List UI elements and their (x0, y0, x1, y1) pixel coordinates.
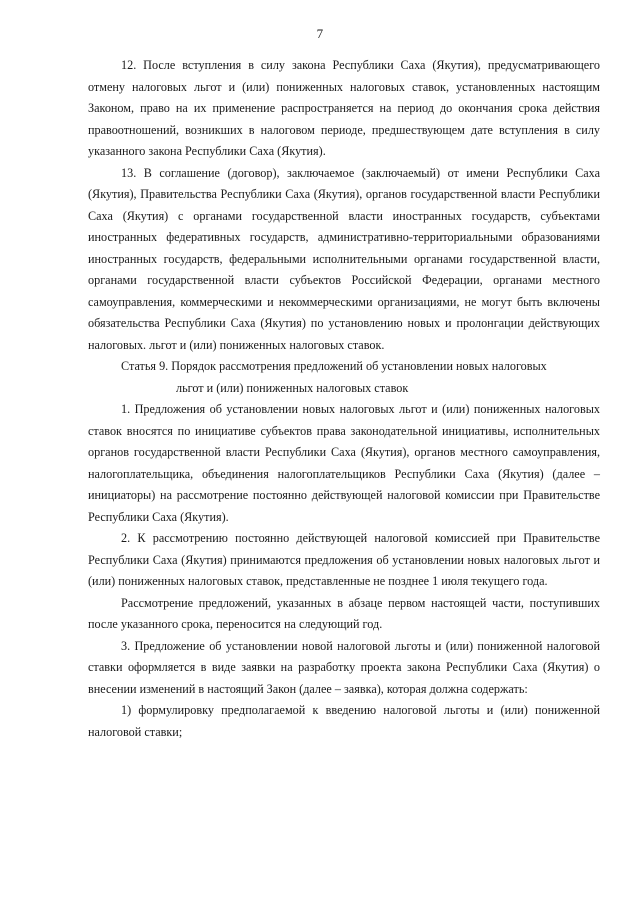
paragraph-9-1: 1. Предложения об установлении новых налоговых льгот и (или) пониженных налоговых ставок вносятся по инициативе субъектов права законодательной инициативы, исполнительных органов государственной власти Республики Саха (Якутия), органов местного самоуправления, налогоплательщика, объединения налогоплательщиков Республики Саха (Якутия) (далее – инициаторы) на рассмотрение постоянно действующей налоговой комиссии при Правительстве Республики Саха (Якутия). (88, 402, 600, 524)
article-title-line-2: льгот и (или) пониженных налоговых ставок (176, 380, 409, 395)
paragraph-9-3: 3. Предложение об установлении новой налоговой льготы и (или) пониженной налоговой ставки оформляется в виде заявки на разработку проекта закона Республики Саха (Якутия) о внесении изменений в настоящий Закон (далее – заявка), которая должна содержать: (88, 638, 600, 696)
page-number: 7 (316, 26, 324, 41)
document-body (88, 55, 600, 743)
article-title-line-1: Статья 9. Порядок рассмотрения предложений об установлении новых налоговых (121, 359, 547, 373)
paragraph-9-3-item-1: 1) формулировку предполагаемой к введению налоговой льготы и (или) пониженной налоговой ставки; (88, 703, 600, 739)
paragraph-9-2-continuation: Рассмотрение предложений, указанных в абзаце первом настоящей части, поступивших после указанного срока, переносится на следующий год. (88, 595, 600, 631)
paragraph-13: 13. В соглашение (договор), заключаемое (заключаемый) от имени Республики Саха (Якутия), Правительства Республики Саха (Якутия), органов государственной власти Республики Саха (Якутия) с органами государственной власти иностранных государств, субъектами иностранных федеративных государств, административно-территориальными образованиями иностранных государств, федеральными исполнительными органами государственной власти, органами государственной власти субъектов Российской Федерации, органами местного самоуправления, коммерческими и некоммерческими организациями, не могут быть включены обязательства Республики Саха (Якутия) по установлению новых и пролонгации действующих налоговых. льгот и (или) пониженных налоговых ставок. (88, 165, 600, 352)
paragraph-12: 12. После вступления в силу закона Республики Саха (Якутия), предусматривающего отмену налоговых льгот и (или) пониженных налоговых ставок, установленных настоящим Законом, право на их применение распространяется на период до окончания срока действия правоотношений, возникших в налоговом периоде, предшествующем дате вступления в силу указанного закона Республики Саха (Якутия). (88, 58, 600, 158)
paragraph-9-2: 2. К рассмотрению постоянно действующей налоговой комиссией при Правительстве Республики Саха (Якутия) принимаются предложения об установлении новых налоговых льгот и (или) пониженных налоговых ставок, представленные не позднее 1 июля текущего года. (88, 531, 600, 588)
article-9-title (88, 356, 600, 399)
